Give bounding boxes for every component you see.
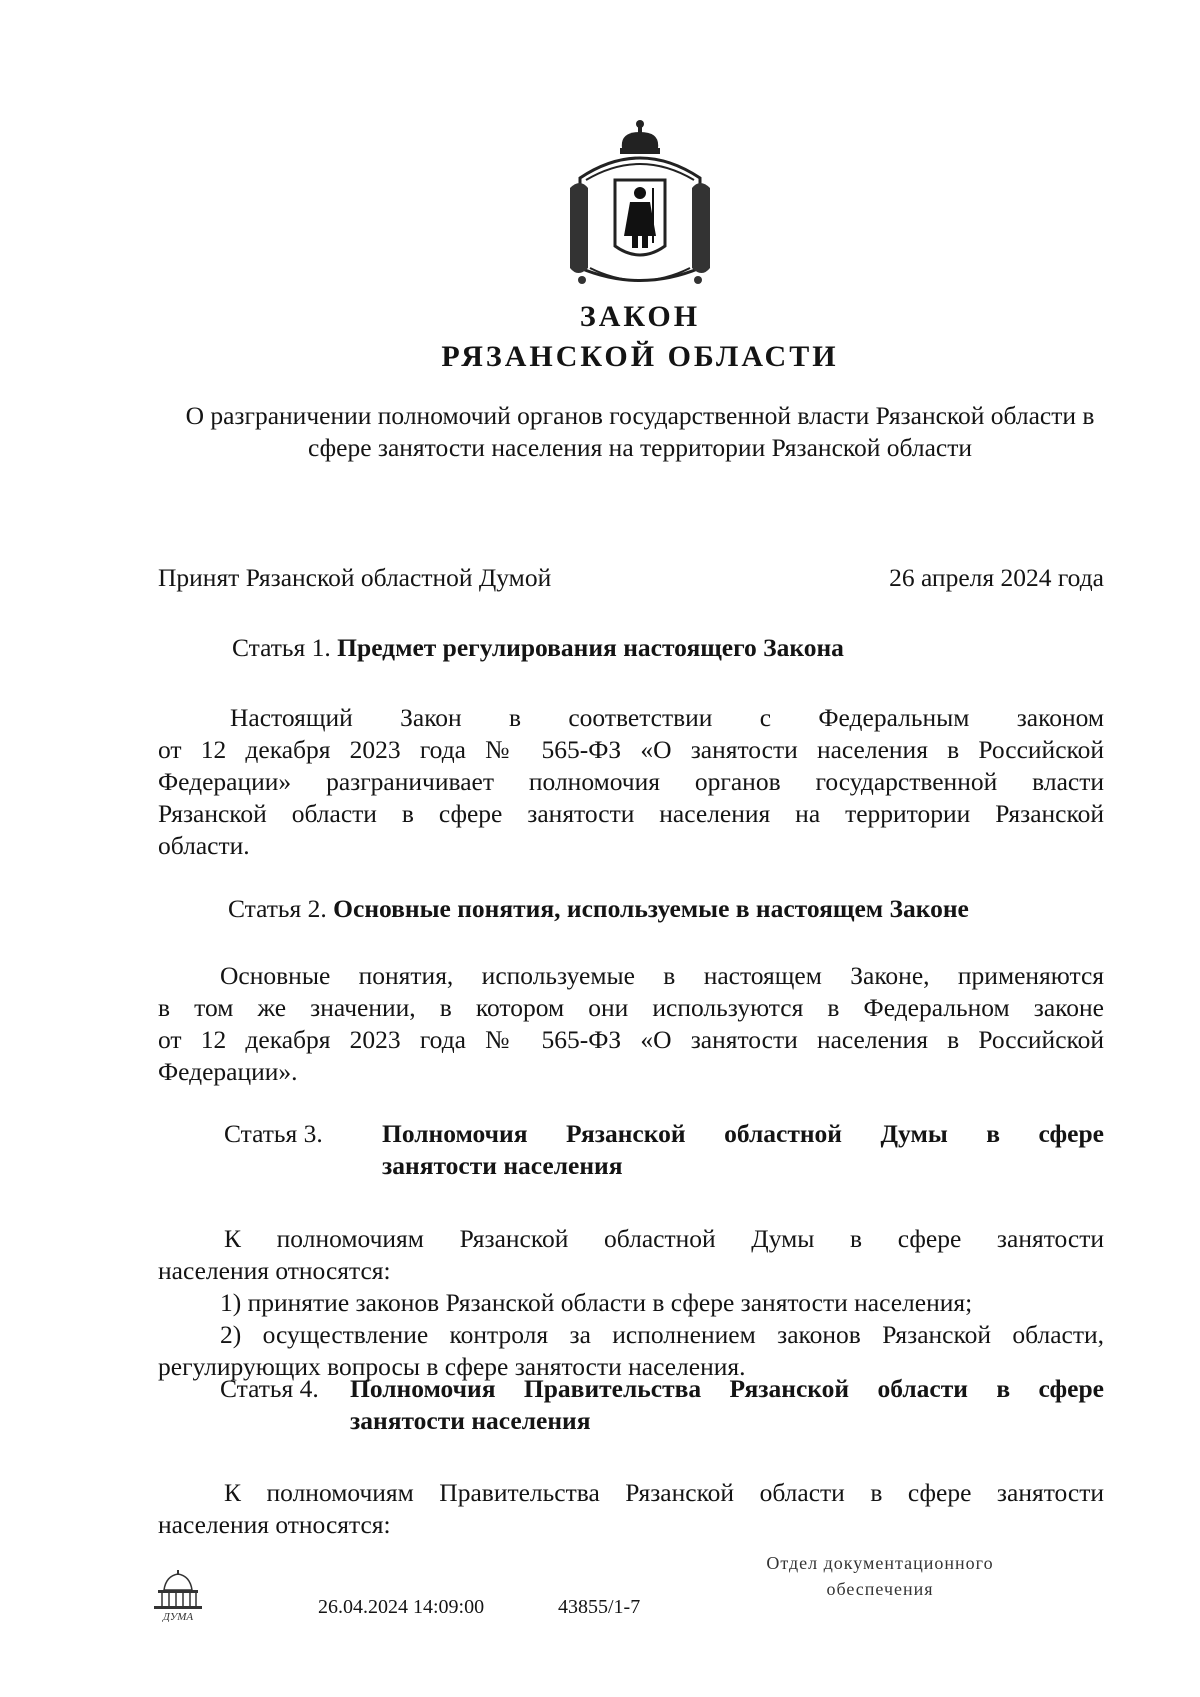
registration-number: 43855/1-7 <box>558 1596 641 1618</box>
article-1-line: Федерации» разграничивает полномочия органов государственной власти <box>158 767 1104 796</box>
article-2-line: от 12 декабря 2023 года № 565-ФЗ «О занятости населения в Российской <box>158 1025 1104 1054</box>
logo-text: ДУМА <box>162 1611 194 1622</box>
article-1-line: от 12 декабря 2023 года № 565-ФЗ «О занятости населения в Российской <box>158 735 1104 764</box>
article-2-line: в том же значении, в котором они используются в Федеральном законе <box>158 993 1104 1022</box>
article-4-label: Статья 4. <box>220 1374 319 1403</box>
article-3-title <box>382 1118 1104 1182</box>
article-1-title: Предмет регулирования настоящего Закона <box>337 633 844 662</box>
law-name: О разграничении полномочий органов государственной власти Рязанской области в сфере занятости населения на территории Рязанской области <box>185 401 1095 462</box>
article-1-line: Настоящий Закон в соответствии с Федеральным законом <box>230 703 1104 732</box>
registration-datetime: 26.04.2024 14:09:00 <box>318 1596 485 1618</box>
article-3-item-2-line: 2) осуществление контроля за исполнением законов Рязанской области, <box>220 1320 1104 1349</box>
article-3-label: Статья 3. <box>224 1119 323 1148</box>
article-3-item-2-line: регулирующих вопросы в сфере занятости населения. <box>158 1352 746 1381</box>
department-stamp-line: обеспечения <box>826 1579 934 1599</box>
document-title-line-1: ЗАКОН <box>579 300 701 333</box>
article-2-line: Федерации». <box>158 1057 298 1086</box>
adopted-date: 26 апреля 2024 года <box>889 563 1104 592</box>
article-2-heading <box>228 893 969 925</box>
article-2-line: Основные понятия, используемые в настоящем Законе, применяются <box>220 961 1104 990</box>
adopted-by: Принят Рязанской областной Думой <box>158 563 552 592</box>
article-4-text <box>158 1477 1104 1541</box>
department-stamp-line: Отдел документационного <box>766 1553 994 1573</box>
document-title-line-2: РЯЗАНСКОЙ ОБЛАСТИ <box>441 340 839 373</box>
article-4-intro-line: К полномочиям Правительства Рязанской области в сфере занятости <box>224 1478 1104 1507</box>
coat-of-arms-emblem <box>560 118 720 296</box>
article-3-text <box>158 1223 1104 1383</box>
article-4-title <box>350 1373 1104 1437</box>
article-3-intro-line: К полномочиям Рязанской областной Думы в сфере занятости <box>224 1224 1104 1253</box>
article-1-line: области. <box>158 831 250 860</box>
article-4-title-line: занятости населения <box>350 1406 591 1435</box>
article-1-label: Статья 1. <box>232 633 331 662</box>
article-3-intro-line: населения относятся: <box>158 1256 391 1285</box>
article-1-text <box>158 702 1104 862</box>
article-2-text <box>158 960 1104 1088</box>
article-4-intro-line: населения относятся: <box>158 1510 391 1539</box>
article-1-heading <box>232 632 844 664</box>
article-3-item-1: 1) принятие законов Рязанской области в сфере занятости населения; <box>220 1288 973 1317</box>
duma-building-logo <box>148 1570 208 1622</box>
article-1-line: Рязанской области в сфере занятости населения на территории Рязанской <box>158 799 1104 828</box>
article-2-label: Статья 2. <box>228 894 327 923</box>
article-4-title-line: Полномочия Правительства Рязанской области в сфере <box>350 1374 1104 1403</box>
article-3-title-line: Полномочия Рязанской областной Думы в сфере <box>382 1119 1104 1148</box>
department-stamp <box>730 1550 1030 1602</box>
article-2-title: Основные понятия, используемые в настоящем Законе <box>333 894 969 923</box>
article-3-title-line: занятости населения <box>382 1151 623 1180</box>
